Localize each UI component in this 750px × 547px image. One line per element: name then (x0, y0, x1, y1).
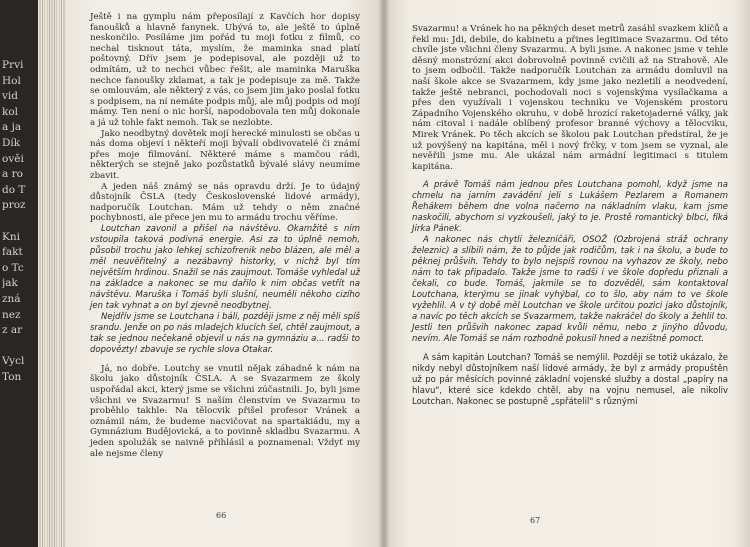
paragraph: Ještě i na gymplu nám přeposílají z Kavčích hor dopisy fanoušků a hlavně fanynek. Ubývá to, ale ještě to úplně neskončilo. Posíláme jim pořád tu moji fotku z filmů, co nechal tisknout táta, myslím, že maminka snad platí poštovný. Dřív jsem je podepisoval, ale později už to odmítám, už to nechci vůbec řešit, ale maminka Maruška nechce fanoušky zklamat, a tak je podepisuje za mě. Takže se omlouvám, ale některý z vás, co jsem jim jako poslal fotku s podpisem, na ní nemáte podpis můj, ale můj podpis od mojí mámy. Ten není o nic horší, napodobovala ten můj dokonale a já už tohle fakt nemoh. Tak se nezlobte. (90, 12, 360, 128)
paragraph: A nakonec nás chytli železničáři, OSOŽ (Ozbrojená stráž ochrany železnic) a slíbili nám, že to půjde jak rodičům, tak i na školu, a bude to pěknej průšvih. Tehdy to bylo nejspíš rovnou na vyhazov ze školy, nebo nám to tak připadalo. Takže jsme to radši i ve škole dopředu přiznali a čekali, co bude. Tomáš, jakmile se to dozvěděl, sám kontaktoval Loutchana, kterýmu se jinak vyhýbal, co to šlo, aby nám to ve škole vyžehlil. A v tý době měl Loutchan ve škole určitou pozici jako důstojník, a navíc po těch akcích se Svazarmem, takže nakráčel do školy a žehlil to. Jestli ten průšvih nakonec zapad kvůli němu, nebo z jinýho důvodu, nevím. Ale Tomáš se nám rozhodně pokusil hned a nezištně pomoct. (412, 235, 728, 345)
right-page-text (412, 24, 728, 408)
underlying-text-line: vid (2, 90, 19, 103)
underlying-text-line: fakt (2, 246, 23, 259)
paragraph: Svazarmu! a Vránek ho na pěkných deset metrů zasáhl svazkem klíčů a řekl mu: Jdi, debile, do kabinetu a přines legitimace Svazarmu. Od této chvíle jste všichni členy Svazarmu. A byli jsme. A nakonec jsme v tehle děsný monstrózní akci dobrovolně povinně cvičili až na Strahově. Ale to jsem odbočil. Takže nadporučík Loutchan za armádu domluvil na naší škole akce se Svazarmem, kdy jsme jako nezletilí a neodvedení, takže ještě nebranci, pochodovali noci s vojenskýma vysílačkama a přes den využívali i vojenskou techniku ve Vojenském prostoru Západního Vojenského okruhu, v době hrozící raketojaderné války, jak nám citoval i nadále oblíbený profesor branné výchovy a tělocviku, Mirek Vránek. Po těch akcích se školou pak Loutchan předstíral, že je už povýšený na kapitána, měl i nový frčky, v tom jsem se vyznal, ale nevěřili jsme mu. Ale ukázal nám armádní legitimaci s titulem kapitána. (412, 24, 728, 172)
underlying-text-line: zná (2, 292, 21, 305)
paragraph: Já, no dobře. Loutchy se vnutil nějak záhadně k nám na školu jako důstojník ČSLA. A se Svazarmem ze školy uspořádal akci, který jsme se všichni zúčastnili. Jo, byli jsme všichni ve Svazarmu! S naším členstvím ve Svazarmu to proběhlo takhle: Na tělocvik přišel profesor Vránek a oznámil nám, že budeme nacvičovat na spartakiádu, my a Gymnázium Budějovická, a to povinně skladbu Svazarmu. A jeden spolužák se naivně přihlásil a poznamenal: Vždyť my ale nejsme členy (90, 363, 360, 459)
underlying-text-line: Kni (2, 230, 20, 243)
underlying-page (0, 0, 40, 547)
underlying-text-line: kol (2, 105, 19, 118)
left-page-number: 66 (216, 511, 227, 520)
underlying-text-line: proz (2, 199, 26, 212)
underlying-text-line: jak (2, 277, 18, 290)
underlying-text-line: z ar (2, 324, 23, 337)
left-page (66, 0, 384, 547)
underlying-text-line: Ton (2, 370, 22, 383)
underlying-text-line: o Tc (2, 261, 24, 274)
right-page-number: 67 (530, 516, 541, 525)
paragraph: A právě Tomáš nám jednou přes Loutchana pomohl, když jsme na chmelu na jarním zavádění jeli s Lukášem Pezlarem a Romanem Řehákem během dne volna načerno na nákladním vlaku, kam jsme naskočili, abychom si vyzkoušeli, jaký to je. Prostě romantický blbci, fíká Jirka Pánek. (412, 180, 728, 235)
underlying-text-line (2, 339, 40, 355)
underlying-text-line: Vycl (2, 355, 25, 368)
left-page-text (90, 12, 360, 459)
paragraph: Jako neodbytný dovětek mojí herecké minulosti se občas u nás doma objeví i někteří moji bývalí obdivovatelé či známí přes moje filmování. Některé máme s mamčou rádi, některých se stejně jako pozůstatků bývalé slávy neumíme zbavit. (90, 128, 360, 181)
underlying-text-line: Hol (2, 74, 21, 87)
paragraph: A jeden náš známý se nás opravdu drží. Je to údajný důstojník ČSLA (tedy Československé lidové armády), nadporučík Loutchan. Mám už tehdy o něm značné pochybnosti, ale přece jen mu to armádu trochu věříme. (90, 181, 360, 224)
paragraph: Nejdřív jsme se Loutchana i báli, později jsme z něj měli spíš srandu. Jenže on po nás mladejch klucích šel, chtěl zaujmout, a tak se jednou nečekaně objevil u nás na gymnáziu a... radši to dopovězty! zbavuje se rychle slova Otakar. (90, 311, 360, 355)
underlying-text-line: Dík (2, 136, 21, 149)
right-page (384, 0, 750, 547)
paragraph: A sám kapitán Loutchan? Tomáš se nemýlil. Později se totiž ukázalo, že nikdy nebyl důstojníkem naší lidové armády, že byl z armády propuštěn už po pár měsících povinné základní vojenské služby a dostal „papíry na hlavu", které sice kdekdo chtěl, aby na vojnu nemusel, ale nikoliv Loutchan. Nakonec se postupně „spřátelil" s různými (412, 353, 728, 408)
underlying-text-line: nez (2, 308, 21, 321)
book-gutter (378, 0, 390, 547)
page-edges (38, 0, 68, 547)
underlying-page-text (2, 58, 40, 385)
paragraph: Loutchan zavonil a přišel na návštěvu. Okamžitě s ním vstoupila taková podivná energie. Asi za to úplně nemoh, působil trochu jako lehkej schizofrenik nebo blázen, ale měl a měl neuvěřitelný a nezábavný historky, v nichž byl tím největším hrdinou. Snažil se nás zaujmout. Tomáše vyhledal už na základce a nakonec se mu dařilo k nim občas vetřít na návštěvu. Maruška i Tomáš byli slušní, neuměli někoho cizího jen tak vyhnat a on byl zjevně neodbytnej. (90, 223, 360, 311)
underlying-text-line: a ro (2, 168, 23, 181)
underlying-text-line: a ja (2, 121, 22, 134)
underlying-text-line: ověi (2, 152, 24, 165)
underlying-text-line: do T (2, 183, 26, 196)
right-page-edge (735, 0, 750, 547)
underlying-text-line (2, 214, 40, 230)
underlying-text-line: Prvi (2, 59, 24, 71)
